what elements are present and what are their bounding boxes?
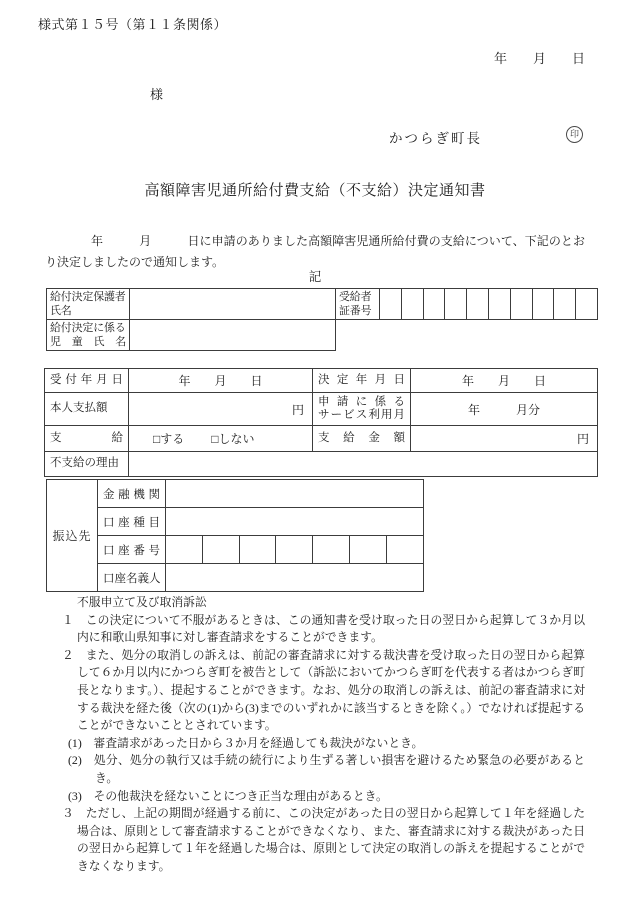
transfer-destination-label: 振込先 bbox=[47, 480, 98, 592]
form-number: 様式第１５号（第１１条関係） bbox=[38, 17, 228, 32]
non-payment-reason-field bbox=[129, 452, 598, 477]
guardian-name-label bbox=[47, 289, 130, 320]
reception-date-label: 受付年月日 bbox=[45, 369, 129, 393]
appeal-subitem-3: (3) その他裁決を経ないことにつき正当な理由があるとき。 bbox=[68, 788, 388, 803]
self-payment-label: 本人支払額 bbox=[45, 393, 129, 426]
cert-digit-box bbox=[488, 289, 510, 320]
cert-digit-box bbox=[532, 289, 554, 320]
appeal-subitem-2: (2) 処分、処分の執行又は手続の続行により生ずる著しい損害を避けるため緊急の必要があるとき。 bbox=[68, 753, 585, 785]
payment-options bbox=[129, 426, 313, 452]
issuer-name: かつらぎ町長 bbox=[389, 131, 482, 146]
cert-digit-box bbox=[510, 289, 532, 320]
account-number-box bbox=[239, 536, 276, 564]
reception-date-field: 年 月 日 bbox=[129, 369, 313, 393]
appeal-item-3: ３ ただし、上記の期間が経過する前に、この決定があった日の翌日から起算して１年を経過した場合は、原則として審査請求することができなくなり、また、審査請求に対する裁決があった日の翌日から起算して１年を経過した場合は、原則として決定の取消しの訴えを提起することができなくなります。 bbox=[62, 806, 585, 873]
table-row bbox=[45, 369, 598, 393]
cert-digit-box bbox=[576, 289, 598, 320]
decision-date-label: 決定年月日 bbox=[313, 369, 411, 393]
guardian-name-label-line2: 氏名 bbox=[50, 305, 72, 317]
child-name-label-line2: 児童氏名 bbox=[50, 336, 126, 348]
cert-digit-box bbox=[445, 289, 467, 320]
self-payment-field bbox=[129, 393, 313, 426]
cert-digit-box bbox=[401, 289, 423, 320]
appeal-section bbox=[45, 594, 585, 876]
benefit-amount-label: 支給金額 bbox=[313, 426, 411, 452]
seal-character: 印 bbox=[569, 129, 579, 139]
account-number-box bbox=[313, 536, 350, 564]
decision-date-field: 年 月 日 bbox=[411, 369, 598, 393]
account-holder-label: 口座名義人 bbox=[98, 564, 166, 592]
service-month-label bbox=[313, 393, 411, 426]
cert-label-line2: 証番号 bbox=[339, 305, 372, 317]
benefit-amount-unit: 円 bbox=[576, 432, 589, 446]
account-number-box bbox=[386, 536, 423, 564]
account-type-field bbox=[166, 508, 424, 536]
payment-label: 支給 bbox=[45, 426, 129, 452]
table-row bbox=[45, 452, 598, 477]
account-number-box bbox=[349, 536, 386, 564]
financial-institution-field bbox=[166, 480, 424, 508]
document-title: 高額障害児通所給付費支給（不支給）決定通知書 bbox=[144, 183, 486, 199]
table-row bbox=[47, 320, 598, 351]
account-holder-field bbox=[166, 564, 424, 592]
addressee-suffix: 様 bbox=[150, 87, 164, 102]
non-payment-reason-label: 不支給の理由 bbox=[45, 452, 129, 477]
child-name-field bbox=[130, 320, 336, 351]
child-name-label-line1: 給付決定に係る bbox=[50, 322, 126, 334]
self-payment-unit: 円 bbox=[291, 402, 304, 417]
appeal-item-2: ２ また、処分の取消しの訴えは、前記の審査請求に対する裁決書を受け取った日の翌日から起算して６か月以内にかつらぎ町を被告として（訴訟においてかつらぎ町を代表する者はかつらぎ町長となります。）、提起することができます。なお、処分の取消しの訴えは、前記の審査請求に対する裁決を経た後（次の(1)から(3)までのいずれかに該当するときを除く。）でなければ提起することができないこととされています。 bbox=[62, 647, 585, 733]
cert-digit-box bbox=[467, 289, 489, 320]
service-month-label-line2: サービス利用月 bbox=[318, 409, 405, 421]
service-month-field: 年 月分 bbox=[411, 393, 598, 426]
table-row bbox=[45, 426, 598, 452]
cert-label-line1: 受給者 bbox=[339, 291, 372, 303]
service-month-label-line1: 申請に係る bbox=[318, 395, 405, 408]
financial-institution-label: 金融機関 bbox=[98, 480, 166, 508]
account-number-box bbox=[202, 536, 239, 564]
table-row bbox=[47, 564, 424, 592]
account-number-label: 口座番号 bbox=[98, 536, 166, 564]
cert-digit-box bbox=[554, 289, 576, 320]
guardian-name-label-line1: 給付決定保護者 bbox=[50, 291, 126, 303]
table-row bbox=[47, 508, 424, 536]
account-type-label: 口座種目 bbox=[98, 508, 166, 536]
record-marker: 記 bbox=[308, 270, 322, 284]
seal-icon bbox=[566, 126, 583, 143]
appeal-heading: 不服申立て及び取消訴訟 bbox=[77, 595, 207, 609]
guardian-name-field bbox=[130, 289, 336, 320]
table-row bbox=[47, 536, 424, 564]
appeal-item-1: １ この決定について不服があるときは、この通知書を受け取った日の翌日から起算して３か月以内に和歌山県知事に対し審査請求をすることができます。 bbox=[62, 612, 585, 645]
decision-table bbox=[44, 368, 598, 477]
payment-option-no-checkbox: □しない bbox=[211, 432, 255, 446]
payment-option-yes-checkbox: □する bbox=[153, 432, 185, 446]
cert-digit-box bbox=[380, 289, 402, 320]
recipient-table bbox=[46, 288, 598, 351]
benefit-amount-field bbox=[411, 426, 598, 452]
account-number-box bbox=[166, 536, 203, 564]
table-row bbox=[47, 289, 598, 320]
recipient-cert-number-label bbox=[336, 289, 380, 320]
account-number-box bbox=[276, 536, 313, 564]
table-row bbox=[47, 480, 424, 508]
appeal-subitem-1: (1) 審査請求があった日から３か月を経過しても裁決がないとき。 bbox=[68, 735, 424, 750]
issue-date: 年 月 日 bbox=[494, 51, 586, 66]
bank-transfer-table bbox=[46, 479, 424, 592]
intro-paragraph: 年 月 日に申請のありました高額障害児通所給付費の支給について、下記のとおり決定しましたので通知します。 bbox=[45, 234, 585, 269]
table-row bbox=[45, 393, 598, 426]
child-name-label bbox=[47, 320, 130, 351]
empty-area bbox=[336, 320, 598, 351]
cert-digit-box bbox=[423, 289, 445, 320]
